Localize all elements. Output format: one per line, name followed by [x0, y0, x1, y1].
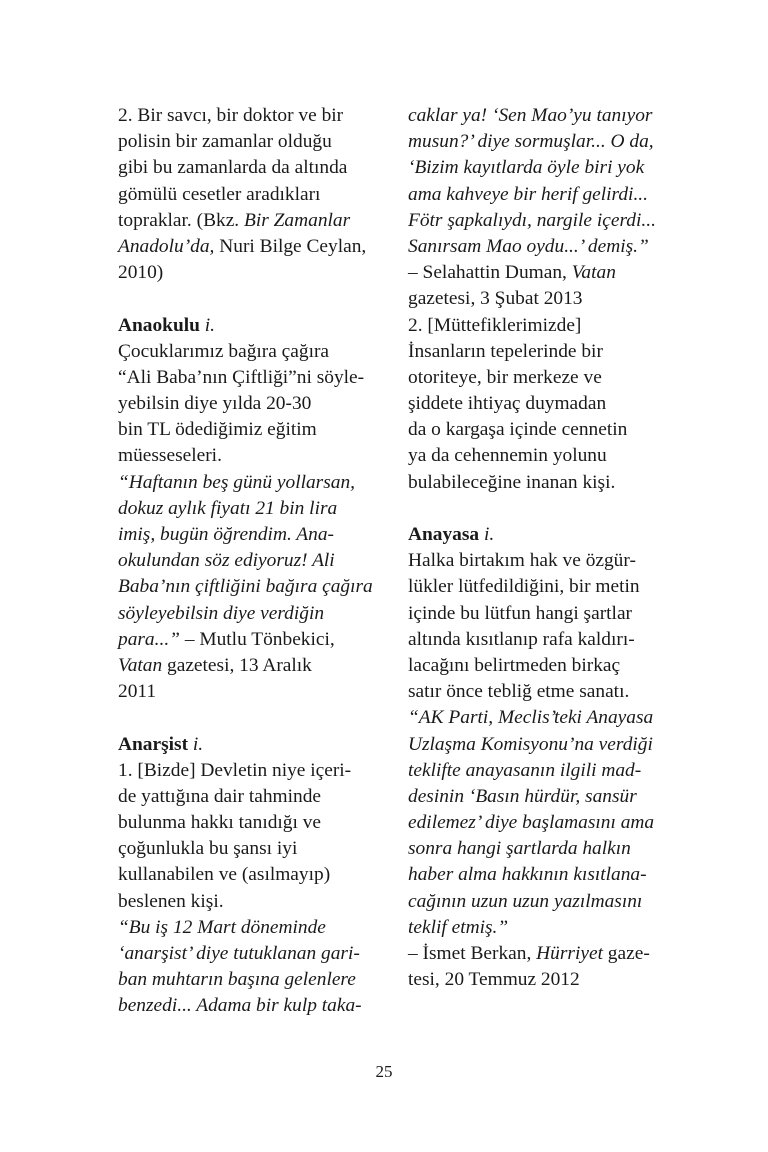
definition-line: bin TL ödediğimiz eğitim [118, 419, 317, 441]
text-line: gibi bu zamanlarda da altında [118, 157, 348, 179]
newspaper-name: Vatan [118, 654, 163, 676]
quote-line: ‘anarşist’ diye tutuklanan gari- [118, 943, 360, 964]
source-line: 2011 [118, 681, 157, 703]
source-line [118, 653, 380, 679]
text-span: topraklar. (Bkz. [118, 209, 245, 231]
definition-line: içinde bu lütfun hangi şartlar [408, 602, 633, 624]
quote-line: benzedi... Adama bir kulp taka- [118, 995, 362, 1017]
definition-line: Halka birtakım hak ve özgür- [408, 550, 636, 572]
source-text: gaze- [602, 943, 650, 964]
quote-line: Baba’nın çiftliğini bağıra çağıra [118, 576, 373, 598]
page-number: 25 [375, 1062, 393, 1081]
quote-line: Fötr şapkalıydı, nargile içerdi... [408, 209, 656, 231]
quote-line: caklar ya! ‘Sen Mao’yu tanıyor [408, 105, 653, 126]
definition-line: ya da cehennemin yolunu [408, 445, 607, 467]
quote-line: ‘Bizim kayıtlarda öyle biri yok [408, 157, 645, 179]
headword: Anarşist [118, 733, 189, 755]
source-author: – İsmet Berkan, [408, 943, 537, 964]
entry-heading [408, 522, 670, 548]
definition-line: beslenen kişi. [118, 890, 224, 912]
text-line: gömülü cesetler aradıkları [118, 183, 321, 205]
quote-line [118, 627, 380, 653]
film-title: Bir Zamanlar [244, 209, 351, 231]
definition-line: lacağını belirtmeden birkaç [408, 654, 621, 676]
quote-line: Sanırsam Mao oydu...’ demiş.” [408, 235, 649, 257]
entry-heading [118, 732, 380, 758]
quote-line: musun?’ diye sormuşlar... O da, [408, 131, 654, 153]
quote-line: teklif etmiş.” [408, 916, 509, 938]
text-line [118, 208, 380, 234]
quote-line: teklifte anayasanın ilgili mad- [408, 759, 642, 781]
quote-line: “Bu iş 12 Mart döneminde [118, 916, 326, 938]
definition-line: 1. [Bizde] Devletin niye içeri- [118, 759, 352, 781]
right-column [408, 103, 670, 993]
film-title: Anadolu’da, [118, 235, 215, 257]
entry-gap [408, 496, 670, 522]
definition-line: “Ali Baba’nın Çiftliği”ni söyle- [118, 366, 365, 388]
quote-line: söyleyebilsin diye verdiğin [118, 602, 325, 624]
definition-line: otoriteye, bir merkeze ve [408, 366, 602, 388]
quote-line: edilemez’ diye başlamasını ama [408, 812, 655, 834]
newspaper-name: Vatan [571, 262, 616, 284]
quote-line: imiş, bugün öğrendim. Ana- [118, 524, 334, 545]
definition-line: lükler lütfedildiğini, bir metin [408, 576, 640, 598]
definition-line: 2. [Müttefiklerimizde] [408, 314, 582, 336]
definition-line: bulabileceğine inanan kişi. [408, 471, 616, 493]
quote-line: ban muhtarın başına gelenlere [118, 969, 356, 991]
quote-line: Uzlaşma Komisyonu’na verdiği [408, 733, 653, 755]
definition-line: çoğunlukla bu şansı iyi [118, 838, 298, 860]
source-line: tesi, 20 Temmuz 2012 [408, 969, 580, 991]
part-of-speech: i. [479, 524, 495, 545]
source-date: gazetesi, 13 Aralık [162, 654, 312, 676]
source-line [408, 260, 670, 286]
text-line: polisin bir zamanlar olduğu [118, 131, 332, 153]
part-of-speech: i. [188, 733, 204, 755]
quote-line: dokuz aylık fiyatı 21 bin lira [118, 497, 338, 519]
quote-text: para...” [118, 628, 180, 650]
definition-line: müesseseleri. [118, 445, 222, 467]
definition-line: kullanabilen ve (asılmayıp) [118, 864, 331, 886]
entry-gap [118, 705, 380, 731]
definition-line: satır önce tebliğ etme sanatı. [408, 681, 630, 703]
text-line [118, 234, 380, 260]
headword: Anaokulu [118, 314, 200, 336]
headword: Anayasa [408, 524, 480, 545]
definition-line: İnsanların tepelerinde bir [408, 340, 603, 362]
definition-line: da o kargaşa içinde cennetin [408, 419, 628, 441]
source-author: – Mutlu Tönbekici, [179, 628, 335, 650]
definition-line: şiddete ihtiyaç duymadan [408, 393, 607, 415]
newspaper-name: Hürriyet [536, 943, 603, 964]
definition-line: bulunma hakkı tanıdığı ve [118, 812, 322, 834]
quote-line: “AK Parti, Meclis’teki Anayasa [408, 707, 654, 729]
quote-line: desinin ‘Basın hürdür, sansür [408, 785, 637, 807]
definition-line: altında kısıtlanıp rafa kaldırı- [408, 628, 635, 650]
source-author: – Selahattin Duman, [408, 262, 572, 284]
entry-gap [118, 286, 380, 312]
text-span: Nuri Bilge Ceylan, [214, 235, 367, 257]
quote-line: sonra hangi şartlarda halkın [408, 838, 631, 860]
text-line: 2. Bir savcı, bir doktor ve bir [118, 105, 344, 126]
source-line: gazetesi, 3 Şubat 2013 [408, 288, 583, 310]
definition-line: de yattığına dair tahminde [118, 785, 321, 807]
left-column [118, 103, 380, 1020]
quote-line: cağının uzun uzun yazılmasını [408, 890, 643, 912]
text-line: 2010) [118, 262, 164, 284]
entry-heading [118, 313, 380, 339]
quote-line: ama kahveye bir herif gelirdi... [408, 183, 648, 205]
definition-line: yebilsin diye yılda 20-30 [118, 393, 312, 415]
quote-line: “Haftanın beş günü yollarsan, [118, 471, 356, 493]
part-of-speech: i. [199, 314, 216, 336]
quote-line: okulundan söz ediyoruz! Ali [118, 550, 335, 572]
definition-line: Çocuklarımız bağıra çağıra [118, 340, 330, 362]
quote-line: haber alma hakkının kısıtlana- [408, 864, 647, 886]
source-line [408, 941, 670, 967]
